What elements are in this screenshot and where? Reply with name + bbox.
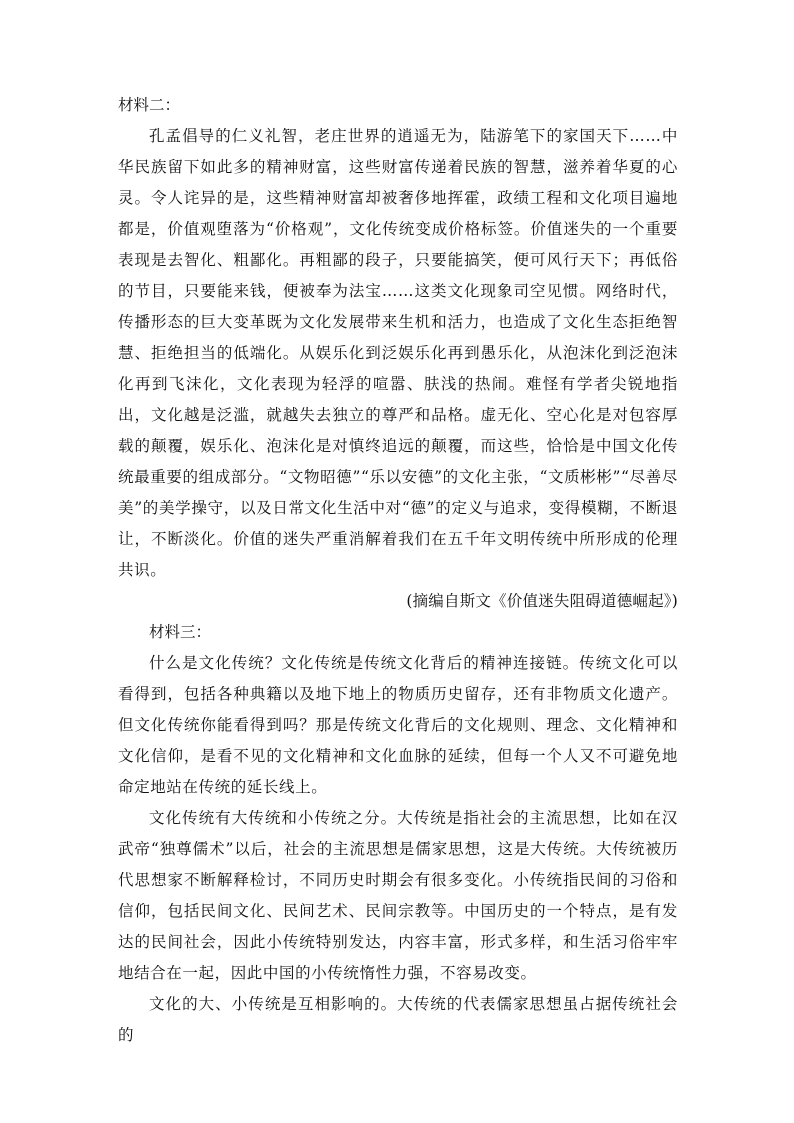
- material-three-paragraph-2: 文化传统有大传统和小传统之分。大传统是指社会的主流思想，比如在汉武帝“独尊儒术”以后，社会的主流思想是儒家思想，这是大传统。大传统被历代思想家不断解释检讨，不同历史时期会有很多变化。小传统指民间的习俗和信仰，包括民间文化、民间艺术、民间宗教等。中国历史的一个特点，是有发达的民间社会，因此小传统特别发达，内容丰富，形式多样，和生活习俗牢牢地结合在一起，因此中国的小传统惰性力强，不容易改变。: [118, 809, 678, 982]
- material-two-source: (摘编自斯文《价值迷失阻碍道德崛起》): [406, 592, 678, 610]
- material-two-paragraph: 孔孟倡导的仁义礼智，老庄世界的逍遥无为，陆游笔下的家国天下……中华民族留下如此多的精神财富，这些财富传递着民族的智慧，滋养着华夏的心灵。令人诧异的是，这些精神财富却被奢侈地挥霍，政绩工程和文化项目遍地都是，价值观堕落为“价格观”，文化传统变成价格标签。价值迷失的一个重要表现是去智化、粗鄙化。再粗鄙的段子，只要能搞笑，便可风行天下；再低俗的节目，只要能来钱，便被奉为法宝……这类文化现象司空见惯。网络时代，传播形态的巨大变革既为文化发展带来生机和活力，也造成了文化生态拒绝智慧、拒绝担当的低端化。从娱乐化到泛娱乐化再到愚乐化，从泡沫化到泛泡沫化再到飞沫化，文化表现为轻浮的喧嚣、肤浅的热闹。难怪有学者尖锐地指出，文化越是泛滥，就越失去独立的尊严和品格。虚无化、空心化是对包容厚载的颠覆，娱乐化、泡沫化是对慎终追远的颠覆，而这些，恰恰是中国文化传统最重要的组成部分。“文物昭德”“乐以安德”的文化主张，“文质彬彬”“尽善尽美”的美学操守，以及日常文化生活中对“德”的定义与追求，变得模糊，不断退让，不断淡化。价值的迷失严重消解着我们在五千年文明传统中所形成的伦理共识。: [118, 127, 678, 579]
- material-three-heading: 材料三：: [149, 623, 212, 641]
- document-page: [118, 90, 678, 1051]
- material-three-paragraph-3: 文化的大、小传统是互相影响的。大传统的代表儒家思想虽占据传统社会的: [118, 995, 678, 1044]
- material-three-paragraph-1: 什么是文化传统？文化传统是传统文化背后的精神连接链。传统文化可以看得到，包括各种典籍以及地下地上的物质历史留存，还有非物质文化遗产。但文化传统你能看得到吗？那是传统文化背后的文化规则、理念、文化精神和文化信仰，是看不见的文化精神和文化血脉的延续，但每一个人又不可避免地命定地站在传统的延长线上。: [118, 654, 678, 796]
- material-two-heading: 材料二：: [118, 96, 181, 114]
